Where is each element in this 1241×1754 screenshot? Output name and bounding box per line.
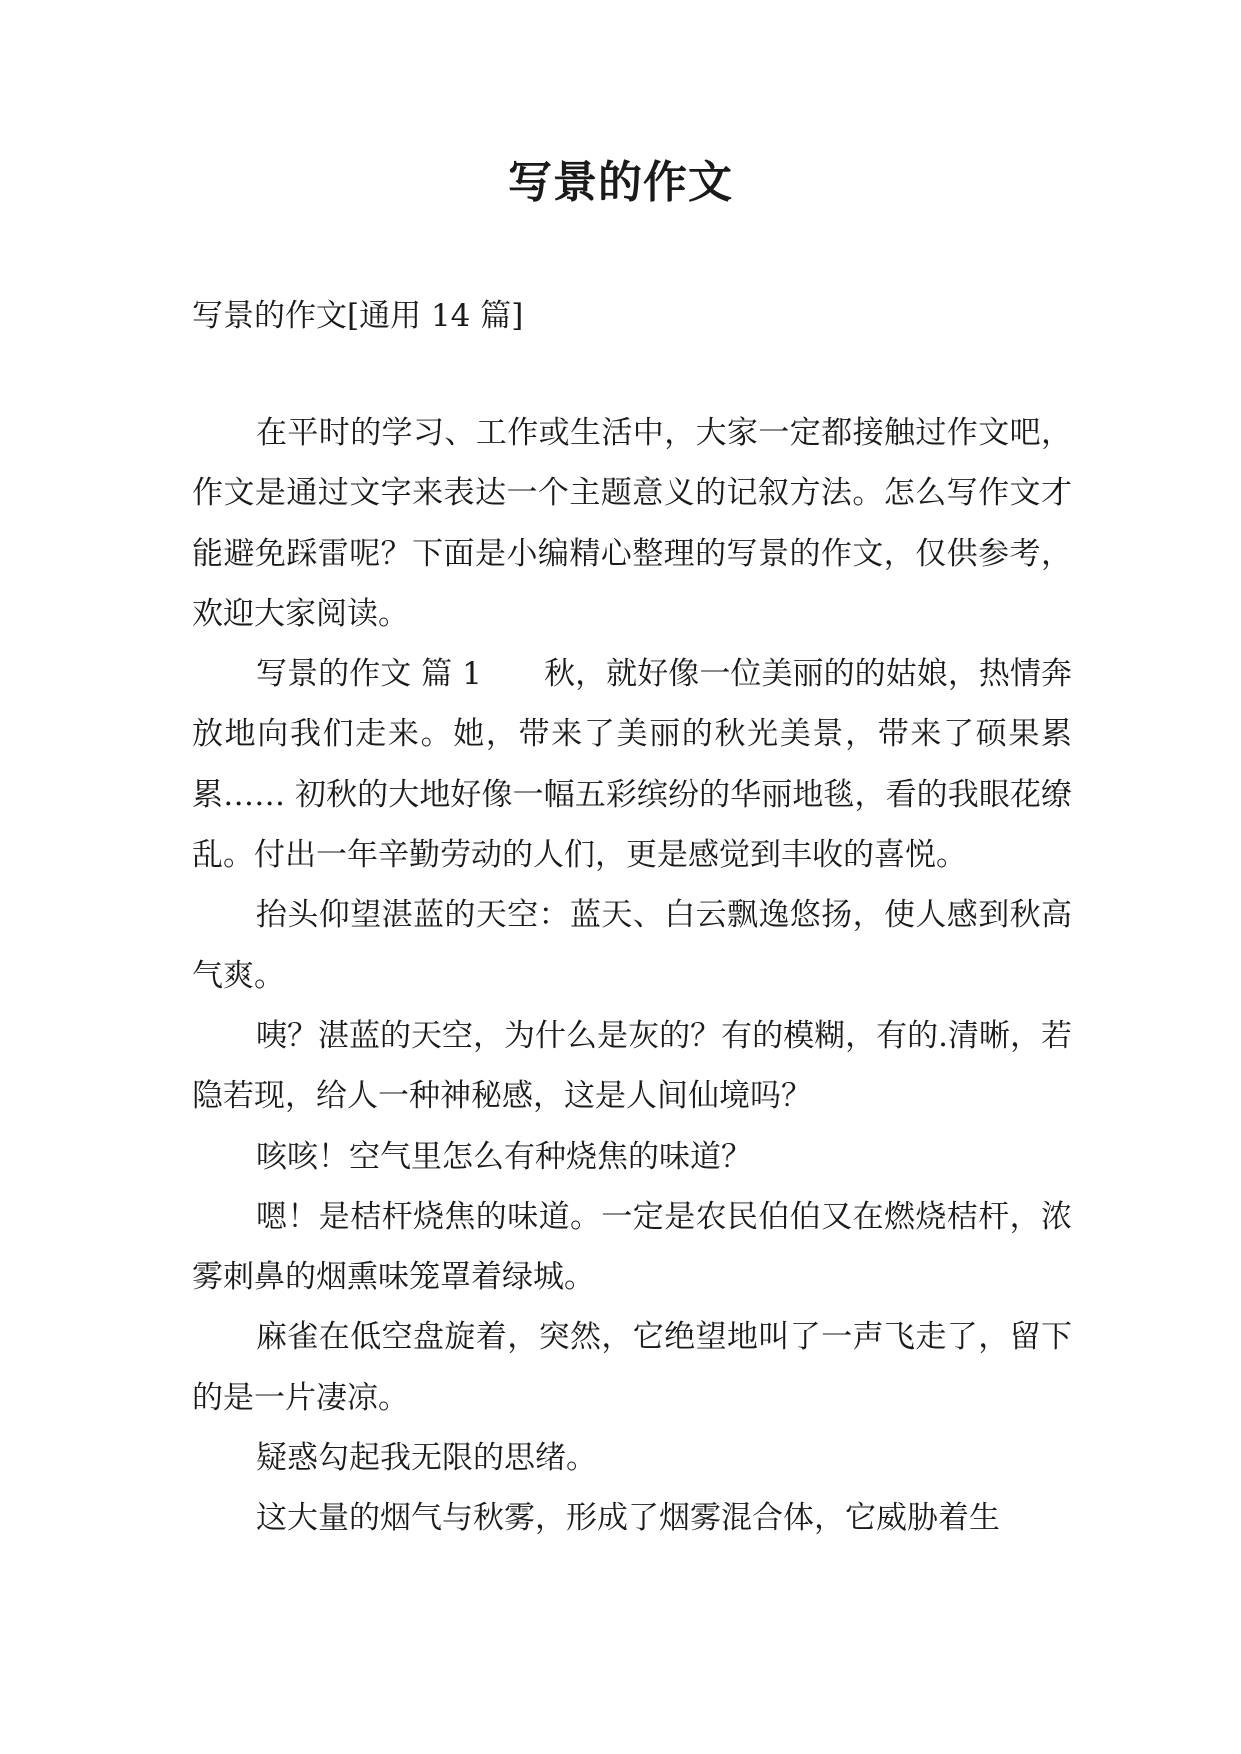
paragraph-straw-burning: 嗯！是桔杆烧焦的味道。一定是农民伯伯又在燃烧桔杆，浓雾刺鼻的烟熏味笼罩着绿城。 (192, 1198, 1072, 1296)
document-title: 写景的作文 (508, 157, 733, 208)
paragraph-grey-sky: 咦？湛蓝的天空，为什么是灰的？有的模糊，有的.清晰，若隐若现，给人一种神秘感，这是人间仙境吗？ (192, 1017, 1072, 1115)
document-body (192, 403, 1072, 1549)
paragraph-sparrow: 麻雀在低空盘旋着，突然，它绝望地叫了一声飞走了，留下的是一片凄凉。 (192, 1319, 1072, 1416)
paragraph-essay-1-opening: 写景的作文 篇 1 秋，就好像一位美丽的的姑娘，热情奔放地向我们走来。她，带来了美丽的秋光美景，带来了硕果累累…… 初秋的大地好像一幅五彩缤纷的华丽地毯，看的我眼花缭乱。付出一年辛勤劳动的人们，更是感觉到丰收的喜悦。 (192, 656, 1072, 874)
paragraph-cough: 咳咳！空气里怎么有种烧焦的味道？ (256, 1138, 752, 1175)
paragraph-intro: 在平时的学习、工作或生活中，大家一定都接触过作文吧，作文是通过文字来表达一个主题意义的记叙方法。怎么写作文才能避免踩雷呢？下面是小编精心整理的写景的作文，仅供参考，欢迎大家阅读。 (192, 415, 1072, 632)
paragraph-sky: 抬头仰望湛蓝的天空：蓝天、白云飘逸悠扬，使人感到秋高气爽。 (192, 897, 1072, 994)
paragraph-doubt: 疑惑勾起我无限的思绪。 (256, 1440, 597, 1477)
paragraph-smoke: 这大量的烟气与秋雾，形成了烟雾混合体，它威胁着生 (256, 1500, 1000, 1537)
document-subtitle: 写景的作文[通用 14 篇] (192, 298, 524, 334)
